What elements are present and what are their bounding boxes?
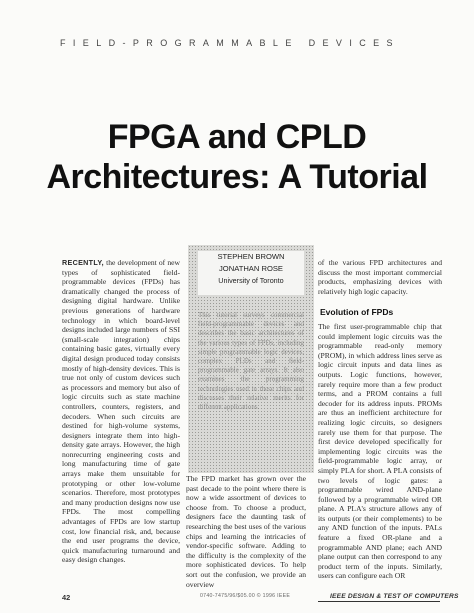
page-number: 42 <box>62 593 71 602</box>
body-column-2: The FPD market has grown over the past decade to the point where there is now a wide assortment of devices to choose from. To choose a product, designers face the daunting task of researching the best uses of the various chips and learning the intricacies of vendor-specific software. Adding to the difficulty is the complexity of the more sophisticated devices. To help sort out the confusion, we provide an overview <box>186 474 306 589</box>
col1-text: the development of new types of sophisticated field-programmable devices (FPDs) has dramatically changed the process of designing digital hardware. Unlike previous generations of hardware technology in which board-level designs included large numbers of SSI (small-scale integration) chips containing basic gates, virtually every digital design produced today consists mostly of high-density devices. This is true not only of custom devices such as processors and memory but also of logic circuits such as state machine controllers, counters, registers, and decoders. When such circuits are destined for high-volume systems, designers integrate them into high-density gate arrays. However, the high nonrecurring engineering costs and long manufacturing time of gate arrays make them unsuitable for prototyping or other low-volume scenarios. Therefore, most prototypes and many production designs now use FPDs. The most compelling advantages of FPDs are low startup cost, low financial risk, and, because the end user programs the device, quick manufacturing turnaround and easy design changes. <box>62 258 180 565</box>
author-block <box>198 251 304 295</box>
article-title-line-1: FPGA and CPLD <box>107 118 367 156</box>
section-heading: Evolution of FPDs <box>320 307 394 317</box>
article-title-line-2: Architectures: A Tutorial <box>46 158 428 196</box>
affiliation: University of Toronto <box>218 276 284 285</box>
author-2: JONATHAN ROSE <box>219 264 283 273</box>
footer-rule <box>318 601 440 602</box>
byline-box <box>188 245 314 473</box>
abstract-text: This tutorial surveys commercial field-programmable devices and describes the basic architectures of the various types of FPDs, including simple programmable logic devices, complex PLDs and field-programmable gate arrays. It also examines the programming technologies used in these chips and discusses their relative merits for different applications. <box>198 311 304 412</box>
lead-in: RECENTLY, <box>62 258 104 267</box>
issn-line: 0740-7475/96/$05.00 © 1996 IEEE <box>200 593 291 599</box>
journal-name: IEEE DESIGN & TEST OF COMPUTERS <box>330 593 459 600</box>
author-1: STEPHEN BROWN <box>217 252 285 261</box>
body-column-3: The first user-programmable chip that could implement logic circuits was the programmable read-only memory (PROM), in which address lines serve as logic circuit inputs and data lines as outputs. Logic functions, however, rarely require more than a few product terms, and a PROM contains a full decoder for its address inputs. PROMs are thus an inefficient architecture for realizing logic circuits, so designers rarely use them for that purpose. The first device developed specifically for implementing logic circuits was the field-programmable logic array, or simply PLA for short. A PLA consists of two levels of logic gates: a programmable wired AND-plane followed by a programmable wired OR plane. A PLA's structure allows any of its outputs (or their complements) to be any AND function of the inputs. PALs feature a fixed OR-plane and a programmable AND plane; each AND plane output can then correspond to any product term of the inputs. Similarly, users can configure each OR <box>318 322 442 581</box>
body-column-1 <box>62 258 180 590</box>
section-kicker: FIELD-PROGRAMMABLE DEVICES <box>60 38 400 48</box>
body-column-3-top: of the various FPD architectures and discuss the most important commercial products, emphasizing devices with relatively high logic capacity. <box>318 258 442 296</box>
